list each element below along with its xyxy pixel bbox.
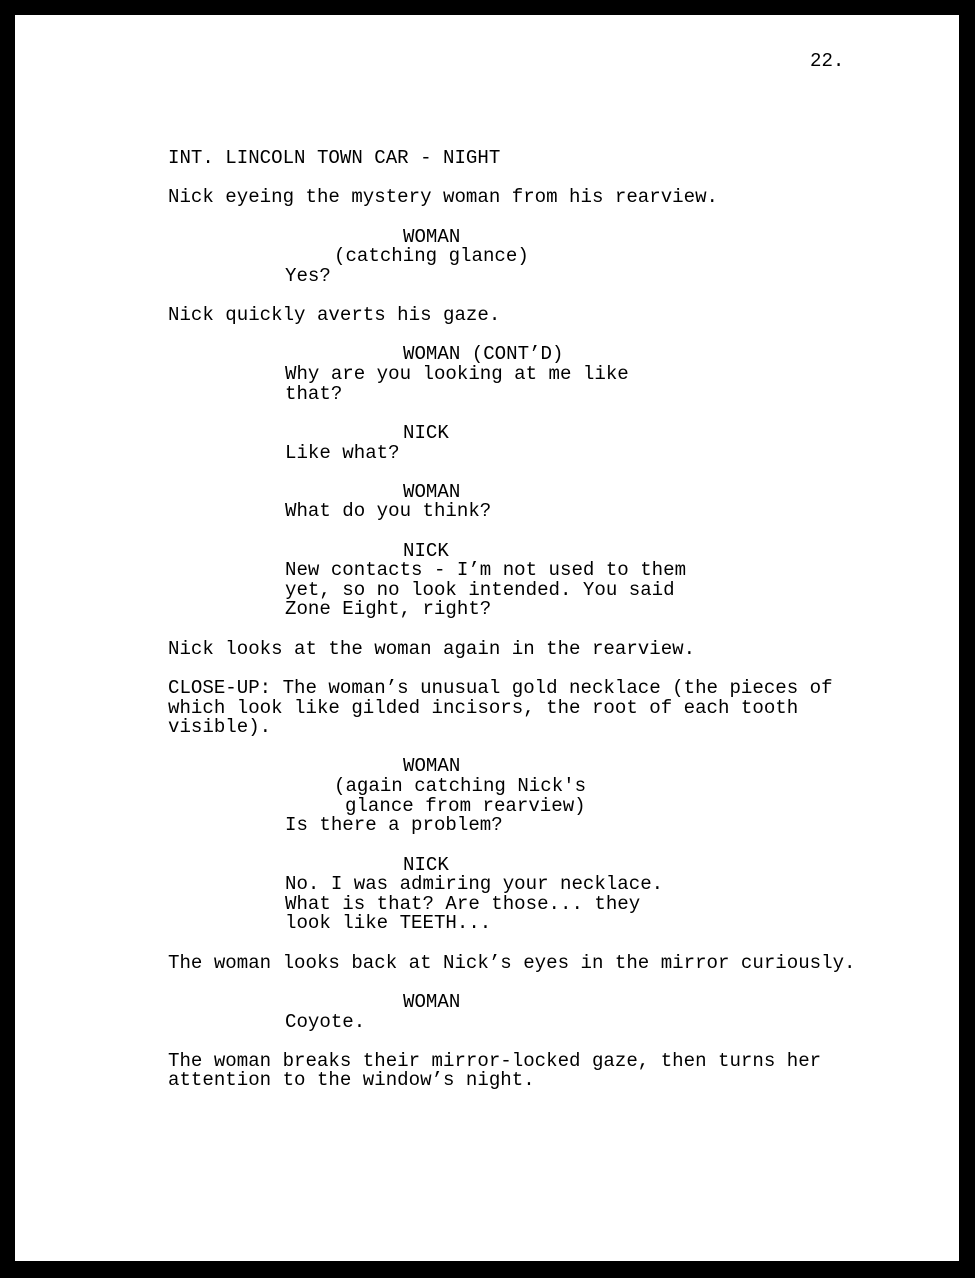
action-line: attention to the window’s night. — [168, 1069, 535, 1091]
script-page — [15, 15, 959, 1261]
action-line: Nick quickly averts his gaze. — [168, 304, 501, 326]
action-line: The woman breaks their mirror-locked gaze, then turns her — [168, 1050, 822, 1072]
dialogue-line: look like TEETH... — [285, 912, 492, 934]
dialogue-line: that? — [285, 383, 343, 405]
action-line: CLOSE-UP: The woman’s unusual gold necklace (the pieces of — [168, 677, 833, 699]
dialogue-line: Zone Eight, right? — [285, 598, 492, 620]
dialogue-line: What do you think? — [285, 500, 492, 522]
parenthetical: (again catching Nick's — [334, 775, 587, 797]
character-name: WOMAN — [403, 481, 461, 503]
action-line: which look like gilded incisors, the root of each tooth — [168, 697, 799, 719]
dialogue-line: What is that? Are those... they — [285, 893, 641, 915]
character-name: WOMAN (CONT’D) — [403, 343, 564, 365]
dialogue-line: Is there a problem? — [285, 814, 503, 836]
parenthetical: (catching glance) — [334, 245, 529, 267]
character-name: NICK — [403, 854, 449, 876]
page-number: 22. — [810, 50, 845, 72]
dialogue-line: Coyote. — [285, 1011, 366, 1033]
dialogue-line: Like what? — [285, 442, 400, 464]
action-line: Nick looks at the woman again in the rearview. — [168, 638, 696, 660]
dialogue-line: Yes? — [285, 265, 331, 287]
character-name: WOMAN — [403, 755, 461, 777]
parenthetical: glance from rearview) — [345, 795, 586, 817]
character-name: NICK — [403, 422, 449, 444]
action-line: The woman looks back at Nick’s eyes in the mirror curiously. — [168, 952, 856, 974]
dialogue-line: yet, so no look intended. You said — [285, 579, 675, 601]
dialogue-line: No. I was admiring your necklace. — [285, 873, 664, 895]
character-name: NICK — [403, 540, 449, 562]
dialogue-line: New contacts - I’m not used to them — [285, 559, 687, 581]
dialogue-line: Why are you looking at me like — [285, 363, 629, 385]
action-line: visible). — [168, 716, 272, 738]
character-name: WOMAN — [403, 226, 461, 248]
action-line: Nick eyeing the mystery woman from his rearview. — [168, 186, 718, 208]
character-name: WOMAN — [403, 991, 461, 1013]
scene-heading: INT. LINCOLN TOWN CAR - NIGHT — [168, 147, 501, 169]
